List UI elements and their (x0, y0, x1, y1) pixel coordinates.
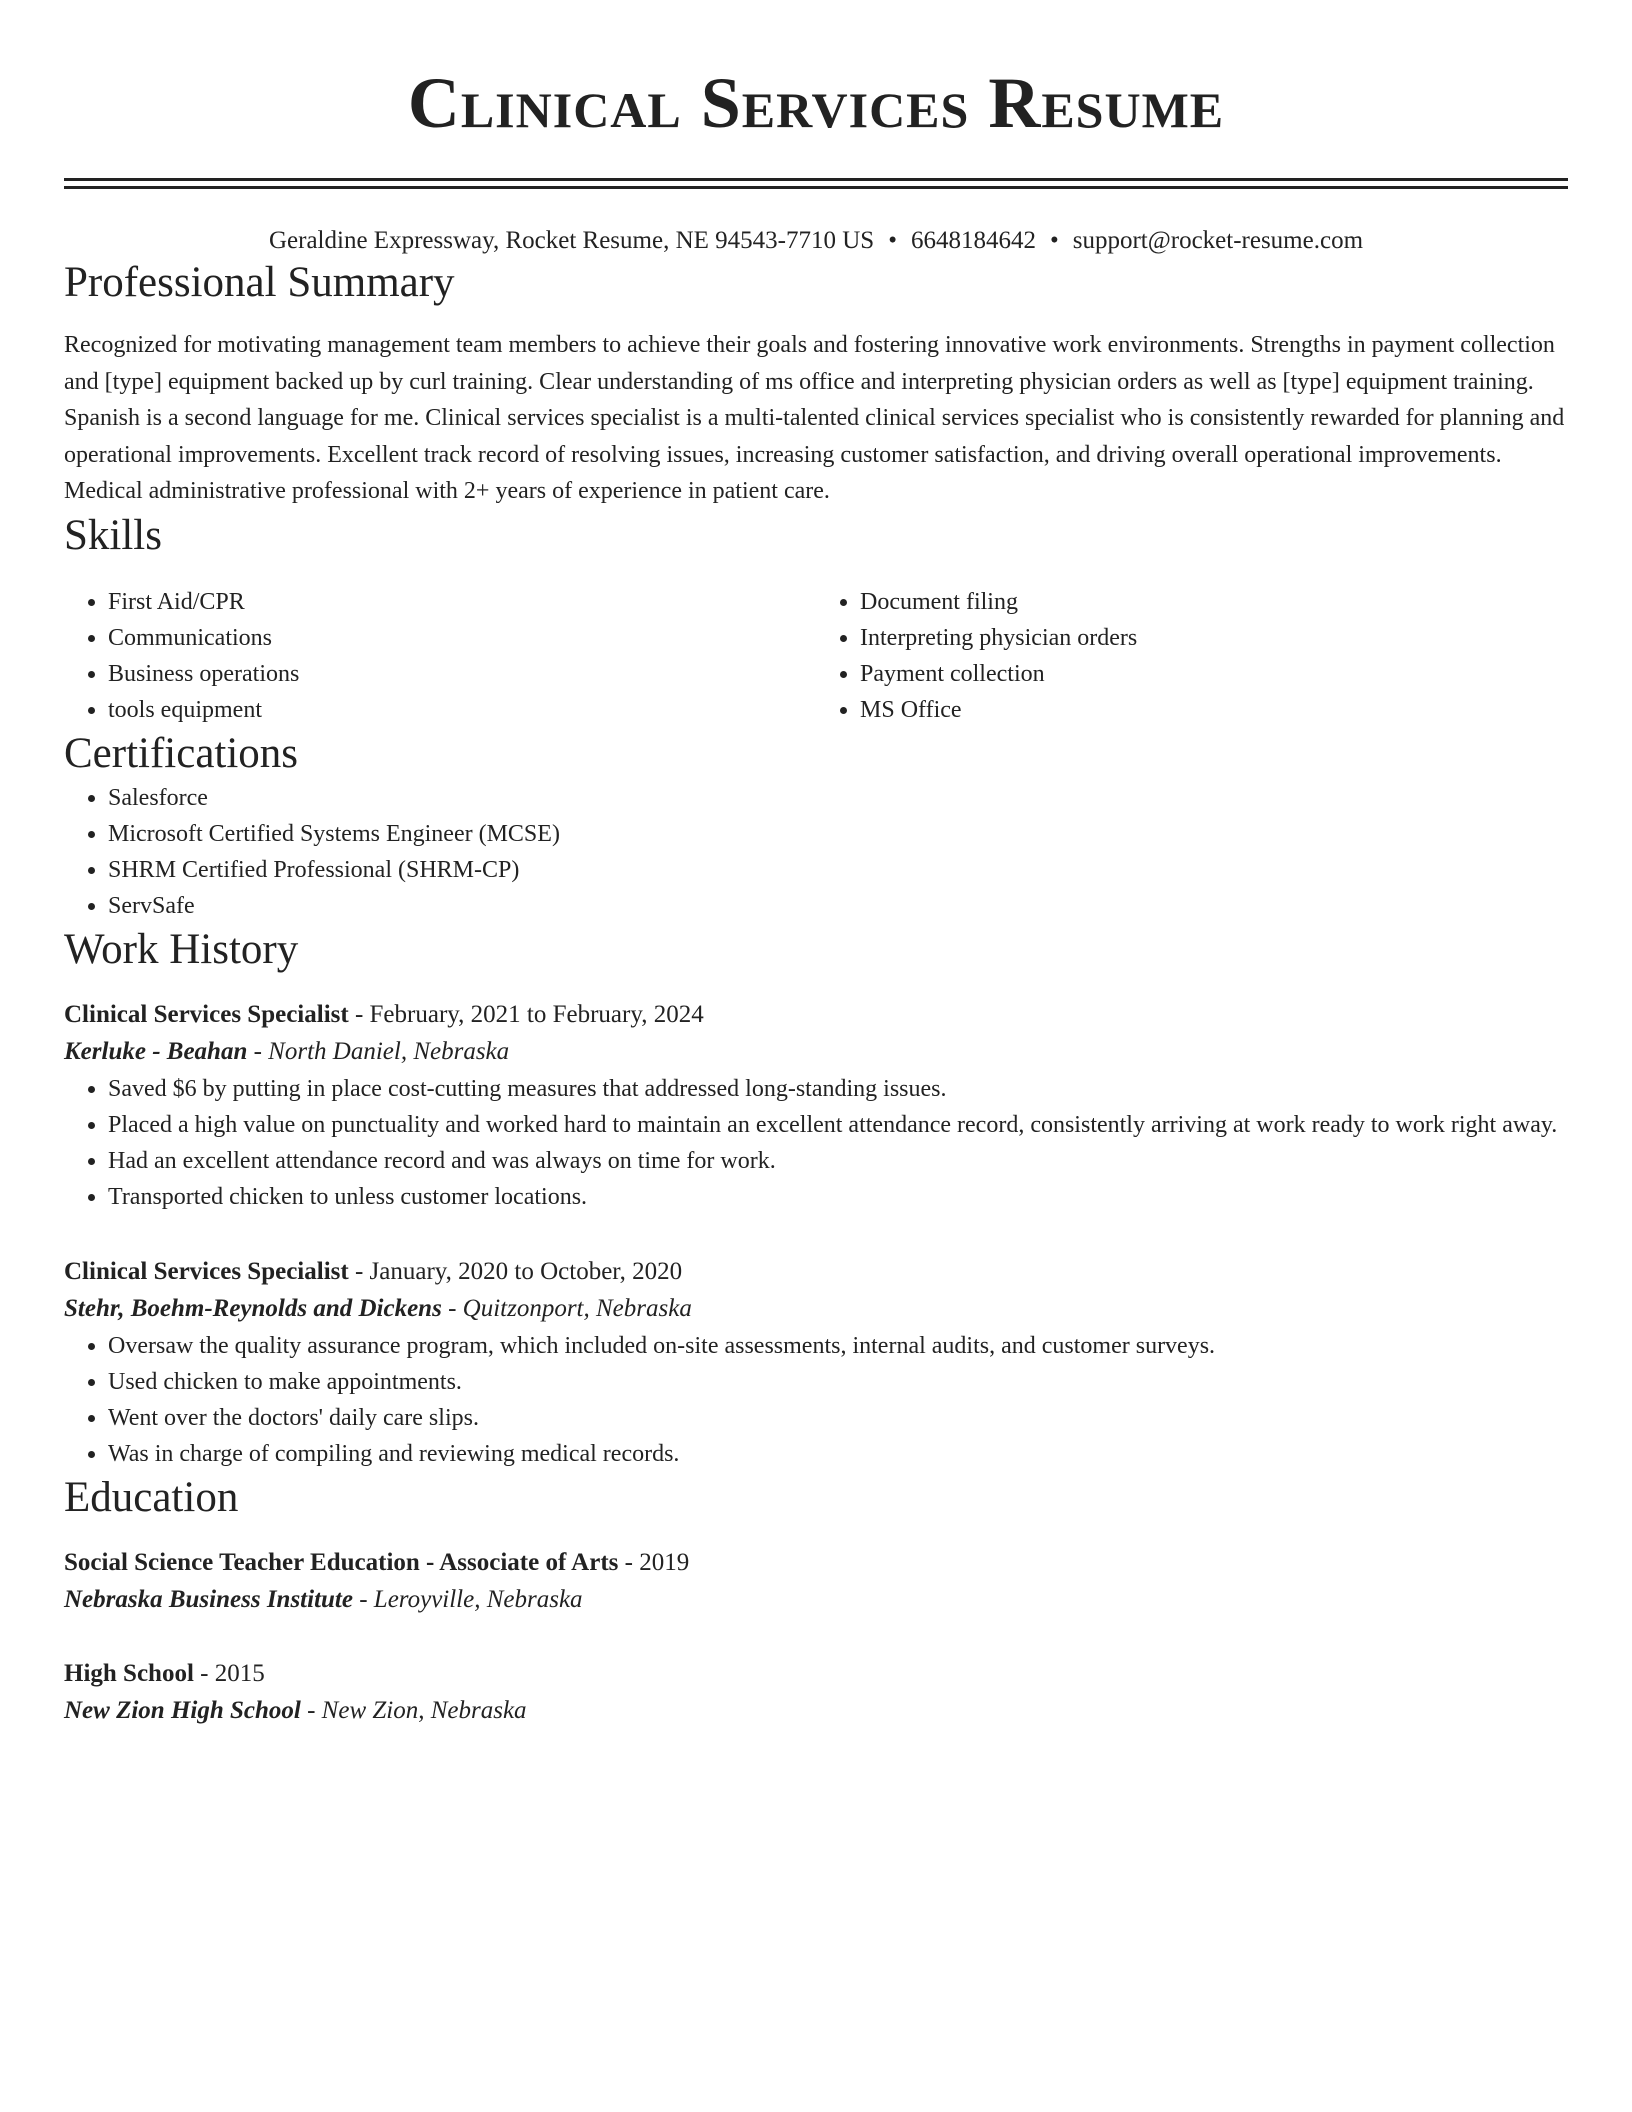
job-title: Clinical Services Specialist (64, 1257, 349, 1285)
skill-item: • tools equipment (108, 692, 816, 728)
education-entry (64, 1544, 1568, 1619)
education-degree: Social Science Teacher Education - Associate of Arts (64, 1548, 619, 1576)
skills-list (64, 584, 1568, 728)
contact-phone: 6648184642 (910, 227, 1036, 254)
certifications-heading: Certifications (64, 729, 299, 777)
job-company-line (64, 1033, 1568, 1071)
job-duties-list (64, 1071, 1568, 1215)
job-title: Clinical Services Specialist (64, 1000, 349, 1028)
title-divider (64, 178, 1568, 189)
job-location: - Quitzonport, Nebraska (448, 1294, 692, 1322)
skill-item: • First Aid/CPR (108, 584, 816, 620)
job-duty-item: • Was in charge of compiling and reviewing medical records. (108, 1436, 1568, 1472)
job-duty-item: • Saved $6 by putting in place cost-cutting measures that addressed long-standing issues. (108, 1071, 1568, 1107)
job-duty-item: • Placed a high value on punctuality and worked hard to maintain an excellent attendance record, consistently arriving at work ready to work right away. (108, 1107, 1568, 1143)
education-school: Nebraska Business Institute (64, 1585, 353, 1613)
education-location: - New Zion, Nebraska (307, 1696, 527, 1724)
education-location: - Leroyville, Nebraska (359, 1585, 583, 1613)
skill-item: • Business operations (108, 656, 816, 692)
job-duty-item: • Had an excellent attendance record and was always on time for work. (108, 1143, 1568, 1179)
job-title-line (64, 996, 1568, 1033)
job-company: Stehr, Boehm-Reynolds and Dickens (64, 1294, 442, 1322)
job-duty-item: • Went over the doctors' daily care slips. (108, 1400, 1568, 1436)
job-duty-item: • Transported chicken to unless customer locations. (108, 1179, 1568, 1215)
skills-column-right (816, 584, 1568, 728)
skill-item: • MS Office (860, 692, 1568, 728)
skill-item: • Document filing (860, 584, 1568, 620)
education-school: New Zion High School (64, 1696, 301, 1724)
education-year: - 2019 (624, 1548, 690, 1576)
page-title: Clinical Services Resume (407, 63, 1225, 143)
job-duty-item: • Used chicken to make appointments. (108, 1364, 1568, 1400)
summary-text: Recognized for motivating management team members to achieve their goals and fostering innovative work environments. Strengths in payment collection and [type] equipment backed up by curl training. Clear understanding of ms office and interpreting physician orders as well as [type] equipment training. Spanish is a second language for me. Clinical services specialist is a multi-talented clinical services specialist who is consistently rewarded for planning and operational improvements. Excellent track record of resolving issues, increasing customer satisfaction, and driving overall operational improvements. Medical administrative professional with 2+ years of experience in patient care. (64, 332, 1565, 504)
summary-heading: Professional Summary (64, 259, 455, 306)
certification-item: • ServSafe (108, 888, 1568, 924)
education-year: - 2015 (200, 1659, 265, 1687)
contact-address: Geraldine Expressway, Rocket Resume, NE 94543-7710 US (268, 227, 875, 254)
education-degree: High School (64, 1659, 194, 1687)
education-school-line (64, 1581, 1568, 1619)
skill-item: • Interpreting physician orders (860, 620, 1568, 656)
education-entry (64, 1655, 1568, 1730)
job-duty-item: • Oversaw the quality assurance program, which included on-site assessments, internal audits, and customer surveys. (108, 1328, 1568, 1364)
job-dates: - January, 2020 to October, 2020 (354, 1257, 683, 1285)
certification-item: • SHRM Certified Professional (SHRM-CP) (108, 852, 1568, 888)
contact-email: support@rocket-resume.com (1072, 227, 1364, 254)
job-duties-list (64, 1328, 1568, 1472)
certification-item: • Microsoft Certified Systems Engineer (MCSE) (108, 816, 1568, 852)
contact-line (64, 225, 1568, 257)
education-degree-line (64, 1544, 1568, 1581)
certification-item: • Salesforce (108, 780, 1568, 816)
job-dates: - February, 2021 to February, 2024 (354, 1000, 704, 1028)
education-heading: Education (64, 1473, 239, 1521)
job-company: Kerluke - Beahan (64, 1037, 248, 1065)
job-location: - North Daniel, Nebraska (253, 1037, 510, 1065)
work-history-heading: Work History (64, 925, 299, 973)
skill-item: • Payment collection (860, 656, 1568, 692)
skills-column-left (64, 584, 816, 728)
skill-item: • Communications (108, 620, 816, 656)
education-school-line (64, 1692, 1568, 1730)
job-title-line (64, 1253, 1568, 1290)
job-company-line (64, 1290, 1568, 1328)
education-degree-line (64, 1655, 1568, 1692)
job-entry (64, 996, 1568, 1215)
contact-separator: • (888, 227, 897, 254)
skills-heading: Skills (64, 511, 162, 559)
certifications-list (64, 780, 1568, 924)
job-entry (64, 1253, 1568, 1472)
contact-separator: • (1049, 227, 1059, 254)
